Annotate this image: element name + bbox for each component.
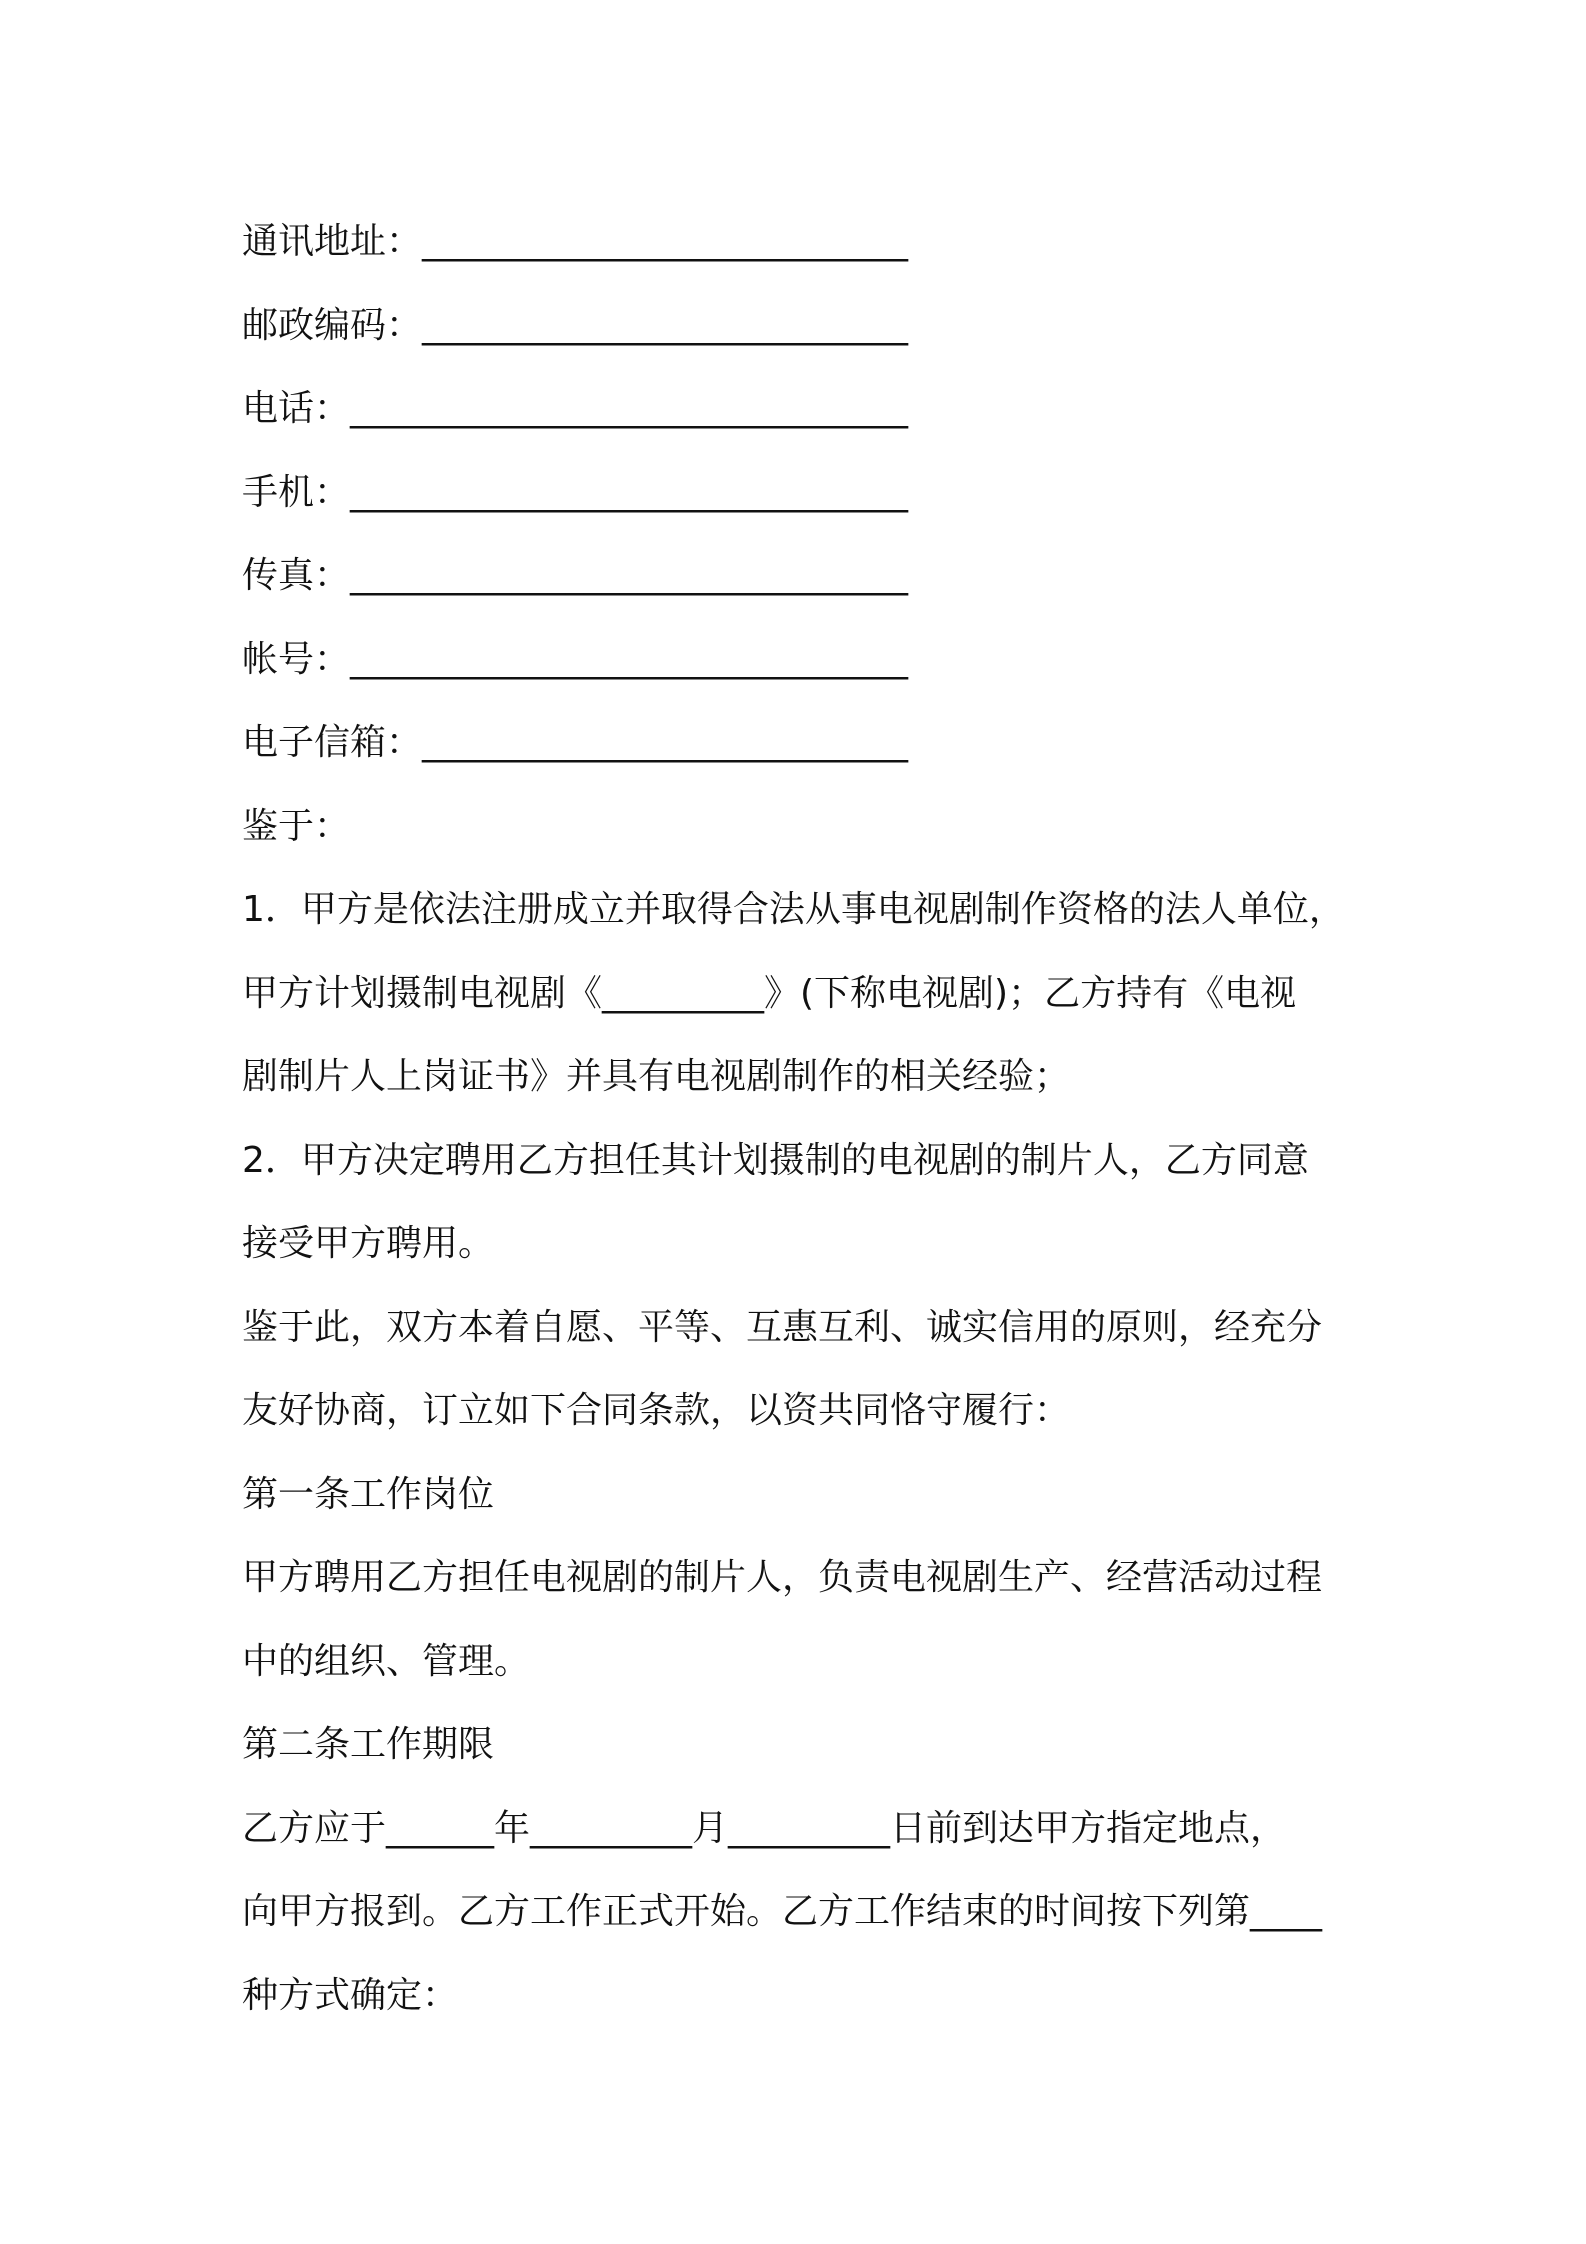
field-email: 电子信箱：___________________________ [242,722,909,763]
paragraph-line: 接受甲方聘用。 [242,1223,495,1264]
paragraph-line: 鉴于此，双方本着自愿、平等、互惠互利、诚实信用的原则，经充分 [242,1306,1323,1348]
paragraph-line: 友好协商，订立如下合同条款，以资共同恪守履行： [242,1390,1071,1431]
field-mailing-address: 通讯地址：___________________________ [242,221,909,262]
article-heading: 第一条工作岗位 [242,1473,495,1515]
article-heading: 第二条工作期限 [242,1724,495,1765]
paragraph-line: 中的组织、管理。 [242,1640,531,1682]
document-body [242,200,1362,2037]
field-account: 帐号：_______________________________ [242,638,909,680]
paragraph-line: 甲方计划摄制电视剧《_________》(下称电视剧)；乙方持有《电视 [242,972,1297,1014]
field-fax: 传真：_______________________________ [242,555,909,596]
paragraph-line: 种方式确定： [242,1974,459,2016]
paragraph-line: 向甲方报到。乙方工作正式开始。乙方工作结束的时间按下列第____ [242,1891,1323,1932]
field-phone: 电话：_______________________________ [242,388,909,429]
paragraph-line: 乙方应于______年_________月_________日前到达甲方指定地点， [242,1807,1287,1849]
whereas-heading: 鉴于： [242,805,351,847]
field-mobile: 手机：_______________________________ [242,471,909,513]
paragraph-line: 2．甲方决定聘用乙方担任其计划摄制的电视剧的制片人，乙方同意 [242,1139,1309,1181]
paragraph-line: 剧制片人上岗证书》并具有电视剧制作的相关经验； [242,1056,1071,1097]
paragraph-line: 1．甲方是依法注册成立并取得合法从事电视剧制作资格的法人单位， [242,889,1345,930]
field-postal-code: 邮政编码：___________________________ [242,304,909,346]
paragraph-line: 甲方聘用乙方担任电视剧的制片人，负责电视剧生产、经营活动过程 [242,1557,1323,1598]
